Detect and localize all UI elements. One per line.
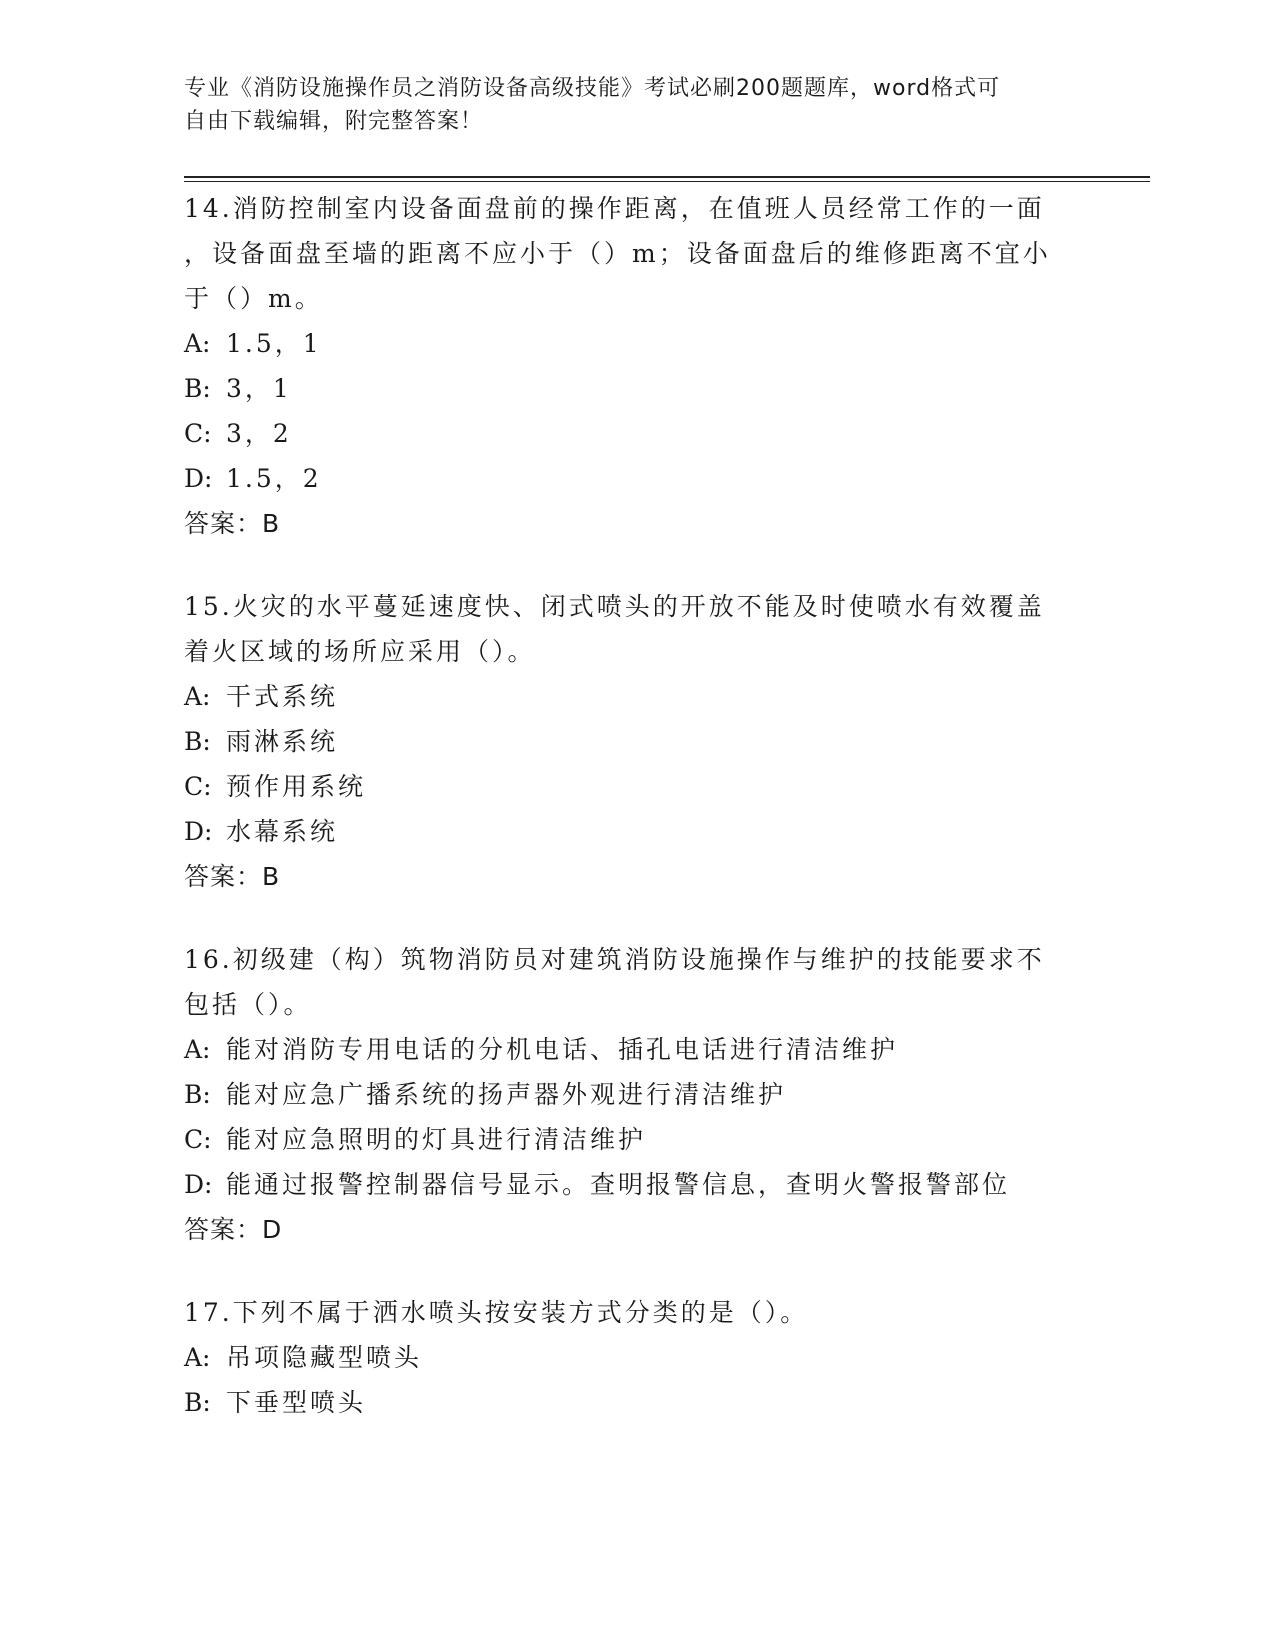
- answer-option: [184, 764, 1084, 809]
- document-header: [184, 72, 1064, 138]
- answer-option: [184, 1027, 1084, 1072]
- option-letter: B:: [184, 374, 211, 403]
- option-letter: C:: [184, 419, 212, 448]
- question-text-line: 16.初级建（构）筑物消防员对建筑消防设施操作与维护的技能要求不: [184, 945, 1045, 974]
- option-text: 水幕系统: [226, 817, 339, 846]
- option-letter: C:: [184, 772, 212, 801]
- answer-option: [184, 1335, 1084, 1380]
- option-text: 能通过报警控制器信号显示。查明报警信息，查明火警报警部位: [226, 1170, 1011, 1199]
- option-letter: D:: [184, 464, 213, 493]
- question-text-line: ，设备面盘至墙的距离不应小于（）m；设备面盘后的维修距离不宜小: [184, 239, 1051, 268]
- option-letter: A:: [184, 1035, 211, 1064]
- question-block: [184, 584, 1084, 899]
- header-line-1: 专业《消防设施操作员之消防设备高级技能》考试必刷200题题库，word格式可: [184, 76, 1001, 101]
- option-text: 能对应急照明的灯具进行清洁维护: [226, 1125, 647, 1154]
- option-letter: A:: [184, 1343, 211, 1372]
- answer-option: [184, 674, 1084, 719]
- question-block: [184, 937, 1084, 1252]
- option-letter: A:: [184, 682, 211, 711]
- option-letter: B:: [184, 1388, 211, 1417]
- answer-key: 答案：B: [184, 862, 281, 891]
- question-block: [184, 186, 1084, 546]
- answer-key: 答案：D: [184, 1215, 283, 1244]
- option-text: 1.5，1: [226, 329, 322, 358]
- answer-option: [184, 1380, 1084, 1425]
- option-text: 吊项隐藏型喷头: [226, 1343, 423, 1372]
- header-line-2: 自由下载编辑，附完整答案！: [184, 109, 484, 134]
- answer-key: 答案：B: [184, 509, 281, 538]
- option-text: 能对消防专用电话的分机电话、插孔电话进行清洁维护: [226, 1035, 899, 1064]
- answer-option: [184, 366, 1084, 411]
- option-letter: C:: [184, 1125, 212, 1154]
- option-letter: B:: [184, 727, 211, 756]
- answer-option: [184, 1162, 1084, 1207]
- question-list: [184, 186, 1084, 1463]
- option-text: 3，2: [226, 419, 292, 448]
- option-text: 1.5，2: [226, 464, 322, 493]
- option-letter: A:: [184, 329, 211, 358]
- question-text-line: 15.火灾的水平蔓延速度快、闭式喷头的开放不能及时使喷水有效覆盖: [184, 592, 1045, 621]
- answer-option: [184, 809, 1084, 854]
- answer-option: [184, 321, 1084, 366]
- answer-option: [184, 719, 1084, 764]
- option-text: 干式系统: [226, 682, 339, 711]
- option-letter: D:: [184, 1170, 213, 1199]
- option-text: 能对应急广播系统的扬声器外观进行清洁维护: [226, 1080, 787, 1109]
- question-text-line: 于（）m。: [184, 284, 323, 313]
- answer-option: [184, 1072, 1084, 1117]
- answer-option: [184, 411, 1084, 456]
- header-divider-thin: [184, 181, 1150, 182]
- option-text: 雨淋系统: [226, 727, 339, 756]
- option-letter: D:: [184, 817, 213, 846]
- option-letter: B:: [184, 1080, 211, 1109]
- option-text: 3，1: [226, 374, 292, 403]
- option-text: 预作用系统: [226, 772, 367, 801]
- answer-option: [184, 456, 1084, 501]
- question-text-line: 着火区域的场所应采用（）。: [184, 637, 536, 666]
- question-text-line: 包括（）。: [184, 990, 312, 1019]
- header-divider-thick: [184, 176, 1150, 178]
- question-text-line: 14.消防控制室内设备面盘前的操作距离，在值班人员经常工作的一面: [184, 194, 1045, 223]
- answer-option: [184, 1117, 1084, 1162]
- question-block: [184, 1290, 1084, 1425]
- question-text-line: 17.下列不属于洒水喷头按安装方式分类的是（）。: [184, 1298, 809, 1327]
- option-text: 下垂型喷头: [226, 1388, 367, 1417]
